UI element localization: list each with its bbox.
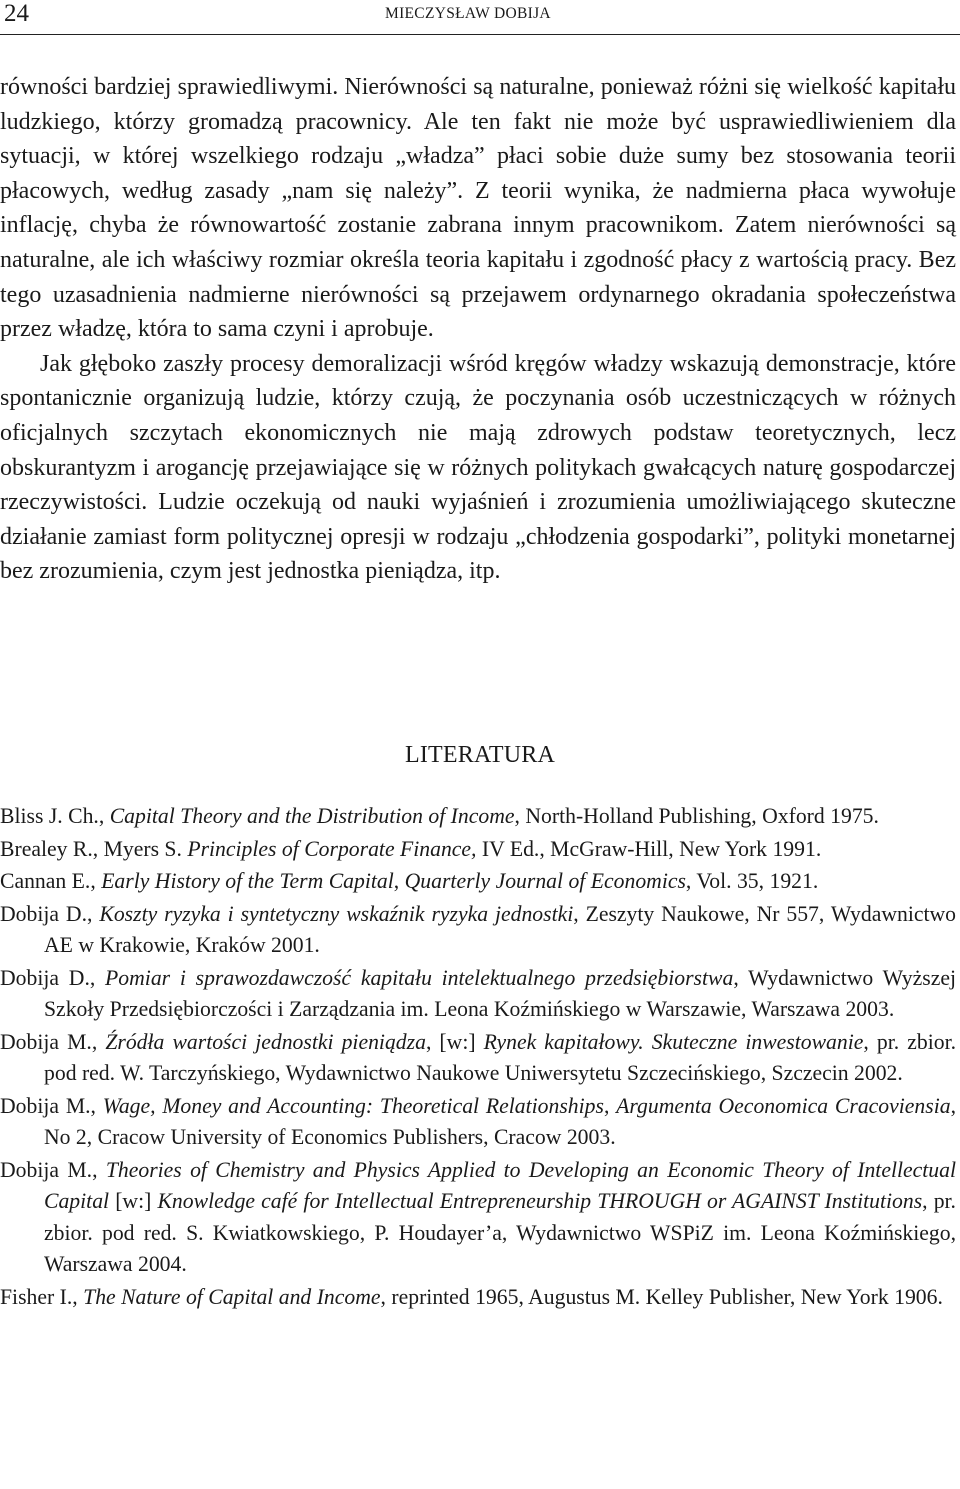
reference-item: Dobija M., Theories of Chemistry and Physics Applied to Developing an Economic Theory of Intellectual Capital [w:] Knowledge café for Intellectual Entrepreneurship THROUGH or AGAINST Institutions, pr. zbior. pod red. S. Kwiatkowskiego, P. Houdayer’a, Wydawnictwo WSPiZ im. Leona Koźmińskiego, Warszawa 2004. [0,1157,956,1276]
literature-heading: LITERATURA [405,742,555,768]
reference-item: Brealey R., Myers S. Principles of Corporate Finance, IV Ed., McGraw-Hill, New York 1991. [0,836,822,861]
reference-item: Fisher I., The Nature of Capital and Income, reprinted 1965, Augustus M. Kelley Publisher, New York 1906. [0,1284,943,1309]
paragraph-2: Jak głęboko zaszły procesy demoralizacji wśród kręgów władzy wskazują demonstracje, które spontanicznie organizują ludzie, którzy czują, że poczynania osób uczestniczących w różnych oficjalnych szczytach ekonomicznych nie mają zdrowych podstaw teoretycznych, lecz obskurantyzm i arogancję przejawiające się w różnych politykach gwałcących naturę gospodarczej rzeczywistości. Ludzie oczekują od nauki wyjaśnień i zrozumienia umożliwiającego skuteczne działanie zamiast form politycznej opresji w rodzaju „chłodzenia gospodarki”, polityki monetarnej bez zrozumienia, czym jest jednostka pieniądza, itp. [0,350,956,585]
reference-item: Dobija D., Koszty ryzyka i syntetyczny wskaźnik ryzyka jednostki, Zeszyty Naukowe, Nr 557, Wydawnictwo AE w Krakowie, Kraków 2001. [0,901,957,957]
body-text [0,70,956,589]
reference-item: Dobija M., Źródła wartości jednostki pieniądza, [w:] Rynek kapitałowy. Skuteczne inwestowanie, pr. zbior. pod red. W. Tarczyńskiego, Wydawnictwo Naukowe Uniwersytetu Szczecińskiego, Szczecin 2002. [0,1029,957,1085]
reference-item: Bliss J. Ch., Capital Theory and the Distribution of Income, North-Holland Publishing, Oxford 1975. [0,804,879,828]
page-number: 24 [4,0,29,27]
reference-item: Cannan E., Early History of the Term Capital, Quarterly Journal of Economics, Vol. 35, 1921. [0,869,819,893]
reference-list [0,801,956,1314]
paragraph-1: równości bardziej sprawiedliwymi. Nierówności są naturalne, ponieważ różni się wielkość kapitału ludzkiego, którzy gromadzą pracownicy. Ale ten fakt nie może być usprawiedliwieniem dla sytuacji, w której wszelkiego rodzaju „władza” płaci sobie duże sumy bez stosowania teorii płacowych, według zasady „nam się należy”. Z teorii wynika, że nadmierna płaca wywołuje inflację, chyba że równowartość zostanie zabrana innym pracownikom. Zatem nierówności są naturalne, ale ich właściwy rozmiar określa teoria kapitału i zgodność płacy z wartością pracy. Bez tego uzasadnienia nadmierne nierówności są przejawem ordynarnego okradania społeczeństwa przez władzę, która to sama czyni i aprobuje. [0,74,956,343]
running-head: MIECZYSŁAW DOBIJA [385,5,551,22]
header-rule [0,34,960,35]
reference-item: Dobija D., Pomiar i sprawozdawczość kapitału intelektualnego przedsiębiorstwa, Wydawnictwo Wyższej Szkoły Przedsiębiorczości i Zarządzania im. Leona Koźmińskiego w Warszawie, Warszawa 2003. [0,965,956,1021]
page-header [0,0,960,38]
reference-item: Dobija M., Wage, Money and Accounting: Theoretical Relationships, Argumenta Oeconomica Cracoviensia, No 2, Cracow University of Economics Publishers, Cracow 2003. [0,1093,956,1149]
